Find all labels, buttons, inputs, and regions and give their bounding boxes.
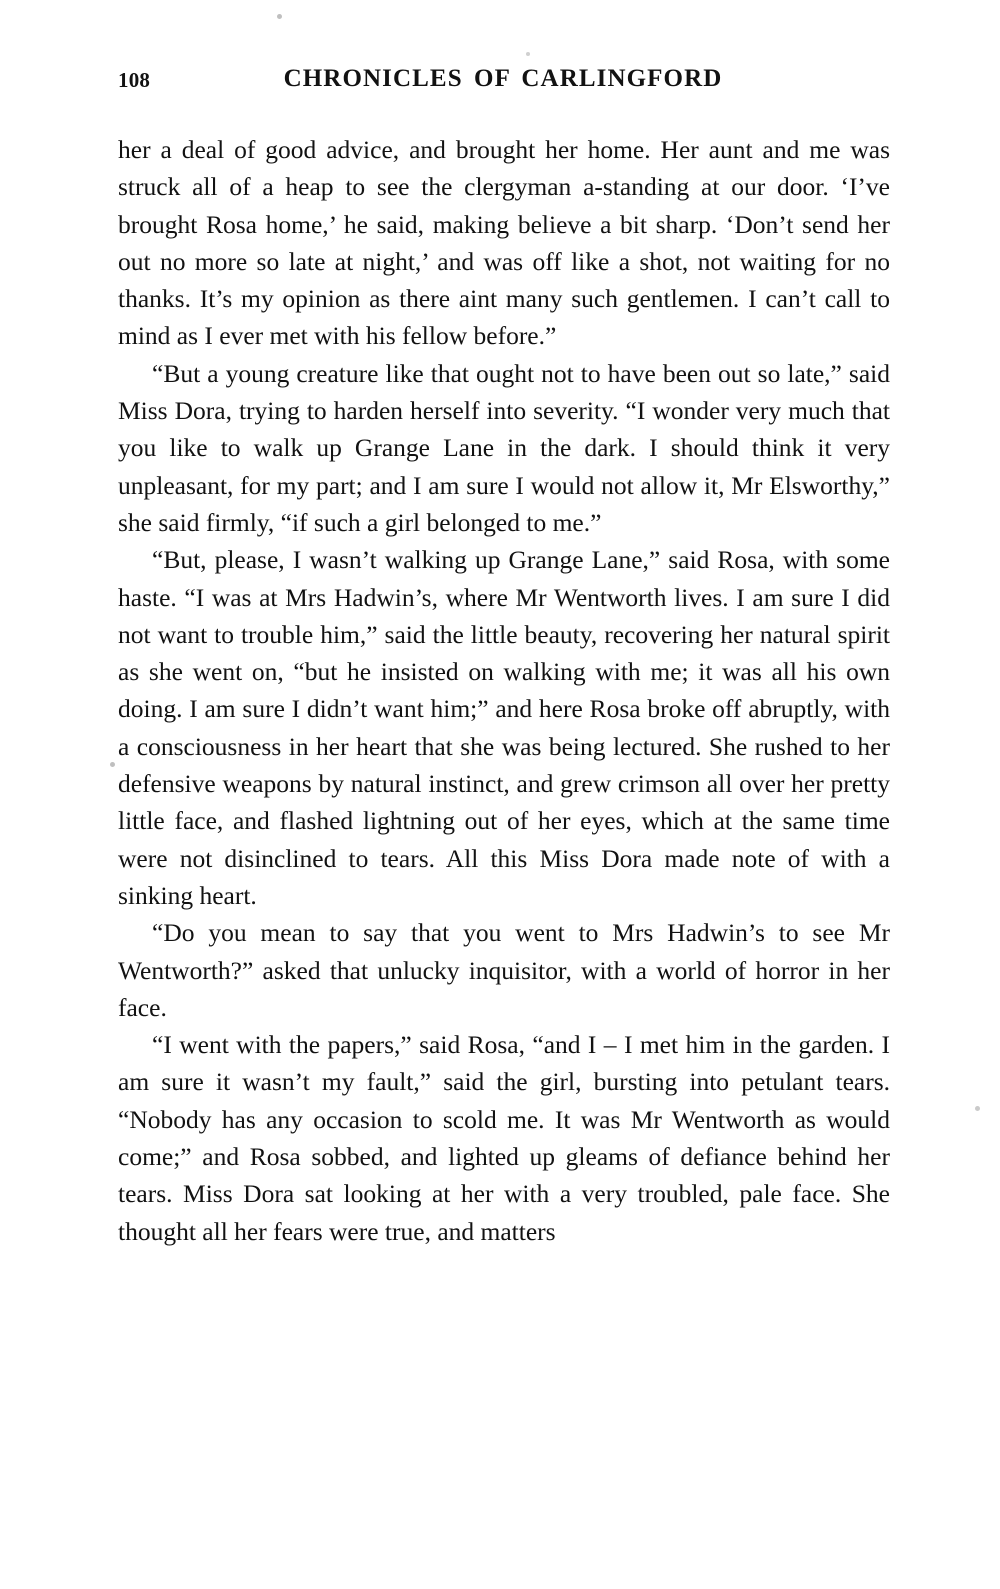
page-number: 108 xyxy=(118,68,151,92)
scan-speck-icon xyxy=(277,14,282,19)
body-text xyxy=(118,131,890,1250)
paragraph: “But a young creature like that ought not to have been out so late,” said Miss Dora, trying to harden herself into severity. “I wonder very much that you like to walk up Grange Lane in the dark. I should think it very unpleasant, for my part; and I am sure I would not allow it, Mr Elsworthy,” she said firmly, “if such a girl belonged to me.” xyxy=(118,358,890,537)
paragraph: “I went with the papers,” said Rosa, “and I – I met him in the garden. I am sure it wasn’t my fault,” said the girl, bursting into petulant tears. “Nobody has any occasion to scold me. It was Mr Wentworth as would come;” and Rosa sobbed, and lighted up gleams of defiance behind her tears. Miss Dora sat looking at her with a very troubled, pale face. She thought all her fears were true, and matters xyxy=(118,1030,890,1246)
scan-speck-icon xyxy=(526,52,530,56)
page-header xyxy=(118,64,888,98)
scan-speck-icon xyxy=(975,1106,980,1111)
running-head: CHRONICLES OF CARLINGFORD xyxy=(283,65,723,92)
paragraph: her a deal of good advice, and brought her home. Her aunt and me was struck all of a heap to see the clergyman a-standing at our door. ‘I’ve brought Rosa home,’ he said, making believe a bit sharp. ‘Don’t send her out no more so late at night,’ and was off like a shot, not waiting for no thanks. It’s my opinion as there aint many such gentlemen. I can’t call to mind as I ever met with his fellow before.” xyxy=(118,135,890,351)
paragraph: “Do you mean to say that you went to Mrs Hadwin’s to see Mr Wentworth?” asked that unlucky inquisitor, with a world of horror in her face. xyxy=(118,918,890,1022)
paragraph: “But, please, I wasn’t walking up Grange Lane,” said Rosa, with some haste. “I was at Mrs Hadwin’s, where Mr Wentworth lives. I am sure I did not want to trouble him,” said the little beauty, recovering her natural spirit as she went on, “but he insisted on walking with me; it was all his own doing. I am sure I didn’t want him;” and here Rosa broke off abruptly, with a consciousness in her heart that she was being lectured. She rushed to her defensive weapons by natural instinct, and grew crimson all over her pretty little face, and flashed lightning out of her eyes, which at the same time were not disinclined to tears. All this Miss Dora made note of with a sinking heart. xyxy=(118,545,890,910)
scan-speck-icon xyxy=(110,762,115,767)
